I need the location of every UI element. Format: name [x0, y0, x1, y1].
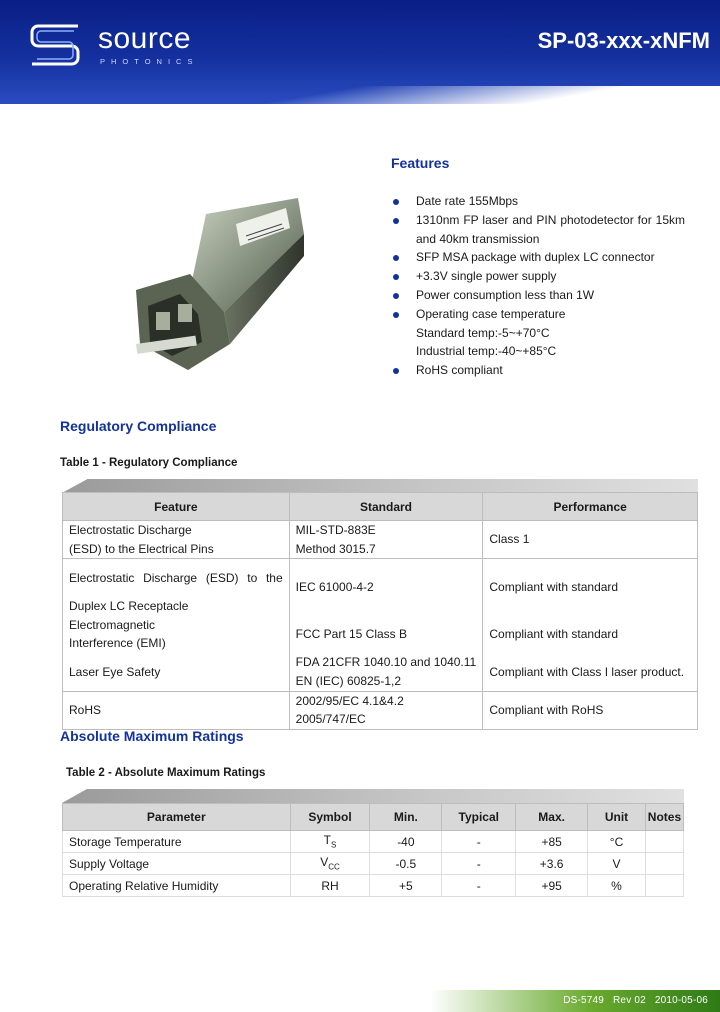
list-item: 1310nm FP laser and PIN photodetector for 15km and 40km transmission	[391, 211, 685, 249]
notes-cell	[645, 831, 683, 853]
regulatory-heading: Regulatory Compliance	[60, 418, 217, 434]
table-row	[63, 691, 698, 729]
standard-cell: IEC 61000-4-2	[289, 559, 483, 616]
standard-cell: MIL-STD-883E Method 3015.7	[289, 521, 483, 559]
unit-cell: °C	[588, 831, 646, 853]
abs-max-table	[62, 803, 684, 897]
feature-cell: Electrostatic Discharge (ESD) to the Electrical Pins	[63, 521, 290, 559]
table2-header-bar	[62, 789, 684, 803]
temp-industrial: Industrial temp:-40~+85°C	[416, 344, 557, 359]
max-cell: +3.6	[516, 853, 588, 875]
performance-cell: Compliant with standard	[483, 559, 698, 616]
brand-name: source	[98, 22, 192, 55]
max-cell: +95	[516, 875, 588, 897]
feature-cell: Laser Eye Safety	[63, 653, 290, 691]
feature-cell: Duplex LC Receptacle	[63, 597, 290, 616]
list-item: Operating case temperature Standard temp:-5~+70°C Industrial temp:-40~+85°C	[391, 305, 685, 361]
column-header: Feature	[63, 493, 290, 521]
table-header-row	[63, 493, 698, 521]
unit-cell: %	[588, 875, 646, 897]
bullet-icon	[393, 312, 399, 318]
column-header: Parameter	[63, 804, 291, 831]
column-header: Notes	[645, 804, 683, 831]
list-item: RoHS compliant	[391, 361, 685, 380]
temp-standard: Standard temp:-5~+70°C	[416, 325, 550, 340]
table-row	[63, 875, 684, 897]
list-item: +3.3V single power supply	[391, 267, 685, 286]
table-row	[63, 853, 684, 875]
bullet-icon	[393, 199, 399, 205]
standard-cell: FCC Part 15 Class B	[289, 615, 483, 653]
column-header: Standard	[289, 493, 483, 521]
standard-cell: 2002/95/EC 4.1&4.2 2005/747/EC	[289, 691, 483, 729]
bullet-icon	[393, 368, 399, 374]
min-cell: -40	[370, 831, 442, 853]
table-row	[63, 831, 684, 853]
list-item: Power consumption less than 1W	[391, 286, 685, 305]
footer-doc-info: DS-5749 Rev 02 2010-05-06	[563, 995, 708, 1006]
feature-cell: Electromagnetic Interference (EMI)	[63, 615, 290, 653]
list-item: SFP MSA package with duplex LC connector	[391, 248, 685, 267]
notes-cell	[645, 853, 683, 875]
features-heading: Features	[391, 155, 450, 171]
performance-cell: Compliant with standard	[483, 615, 698, 653]
table-row	[63, 653, 698, 691]
abs-max-heading: Absolute Maximum Ratings	[60, 728, 244, 744]
source-photonics-logo-icon	[28, 22, 82, 68]
column-header: Performance	[483, 493, 698, 521]
typical-cell: -	[442, 831, 516, 853]
bullet-icon	[393, 274, 399, 280]
sfp-module-image	[128, 194, 308, 384]
bullet-icon	[393, 218, 399, 224]
column-header: Symbol	[290, 804, 370, 831]
brand-subtitle: PHOTONICS	[100, 57, 199, 66]
features-list	[391, 192, 685, 380]
regulatory-table	[62, 492, 698, 730]
page-footer	[430, 990, 720, 1012]
part-number: SP-03-xxx-xNFM	[537, 28, 710, 53]
list-item: Date rate 155Mbps	[391, 192, 685, 211]
min-cell: +5	[370, 875, 442, 897]
column-header: Max.	[516, 804, 588, 831]
header-swoosh	[0, 86, 720, 118]
bullet-icon	[393, 255, 399, 261]
parameter-cell: Storage Temperature	[63, 831, 291, 853]
feature-cell: RoHS	[63, 691, 290, 729]
parameter-cell: Operating Relative Humidity	[63, 875, 291, 897]
column-header: Typical	[442, 804, 516, 831]
max-cell: +85	[516, 831, 588, 853]
bullet-icon	[393, 293, 399, 299]
min-cell: -0.5	[370, 853, 442, 875]
performance-cell: Compliant with Class I laser product.	[483, 653, 698, 691]
symbol-cell: $T_S$	[290, 831, 370, 853]
table-row	[63, 521, 698, 559]
table-row	[63, 615, 698, 653]
column-header: Unit	[588, 804, 646, 831]
table1-header-bar	[62, 479, 698, 493]
parameter-cell: Supply Voltage	[63, 853, 291, 875]
feature-cell: Electrostatic Discharge (ESD) to the	[63, 559, 290, 597]
standard-cell: FDA 21CFR 1040.10 and 1040.11 EN (IEC) 60825-1,2	[289, 653, 483, 691]
typical-cell: -	[442, 853, 516, 875]
symbol-cell: $V_{CC}$	[290, 853, 370, 875]
symbol-cell: RH	[290, 875, 370, 897]
performance-cell: Compliant with RoHS	[483, 691, 698, 729]
table1-caption: Table 1 - Regulatory Compliance	[60, 457, 238, 469]
table-header-row	[63, 804, 684, 831]
unit-cell: V	[588, 853, 646, 875]
notes-cell	[645, 875, 683, 897]
performance-cell: Class 1	[483, 521, 698, 559]
typical-cell: -	[442, 875, 516, 897]
table2-caption: Table 2 - Absolute Maximum Ratings	[66, 767, 266, 779]
table-row	[63, 559, 698, 597]
column-header: Min.	[370, 804, 442, 831]
